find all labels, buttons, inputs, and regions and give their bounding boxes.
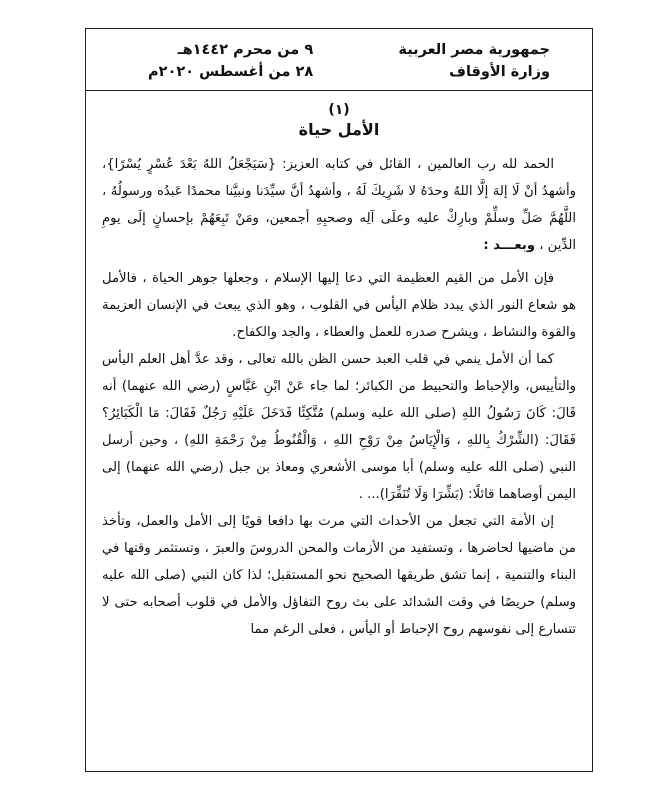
paragraph-opening (102, 151, 576, 259)
sermon-title: الأمل حياة (298, 120, 380, 139)
gregorian-date: ٢٨ من أغسطس ٢٠٢٠م (148, 64, 314, 80)
paragraph: كما أن الأمل ينمي في قلب العبد حسن الظن بالله تعالى ، وقد عدَّ أهل العلم اليأس والتأييس، والإحباط والتحبيط من الكبائر؛ لما جاء عَنْ ابْنِ عَبَّاسٍ (رضي الله عنهما) أنه قَالَ: كَانَ رَسُولُ اللهِ (صلى الله عليه وسلم) مُتَّكِئًا فَدَخَلَ عَلَيْهِ رَجُلٌ فَقَالَ: مَا الْكَبَائِرُ؟ فَقَالَ: (الشِّرْكُ بِاللهِ ، وَالْإِيَاسُ مِنْ رَوْحِ اللهِ ، وَالْقُنُوطُ مِنْ رَحْمَةِ اللهِ) ، وحين أرسل النبي (صلى الله عليه وسلم) أبا موسى الأشعري ومعاذ بن جبل (رضي الله عنهما) إلى اليمن أوصاهما قائلًا: (بَشِّرَا وَلَا تُنَفِّرَا)... . (102, 352, 576, 502)
paragraph-text: الحمد لله رب العالمين ، القائل في كتابه العزيز: {سَيَجْعَلُ اللهُ بَعْدَ عُسْرٍ يُسْرًا}، وأشهدُ أنْ لَا إلهَ إلَّا اللهُ وحدَهُ لا شَرِيكَ لَهُ ، وأشهدُ أنَّ سيِّدَنا ونبيَّنا محمدًا عَبدُه ورسولُهُ ، اللَّهُمَّ صَلِّ وسلِّمْ وبارِكْ عليه وعلَى آلِه وصحبِهِ أجمعين، ومَنْ تَبِعَهُمْ بإحسانٍ إلَى يومِ الدِّين ، (102, 157, 576, 253)
sermon-number: (١) (328, 102, 350, 118)
country-name: جمهورية مصر العربية (398, 42, 550, 58)
paragraph: فإن الأمل من القيم العظيمة التي دعا إليها الإسلام ، وجعلها جوهر الحياة ، فالأمل هو شعاع النور الذي يبدد ظلام اليأس في القلوب ، وهو الذي يبعث في الإنسان العزيمة والقوة والنشاط ، ويشرح صدره للعمل والعطاء ، والجد والكفاح. (102, 271, 576, 340)
issuer-block (398, 39, 550, 83)
ministry-name: وزارة الأوقاف (449, 64, 550, 80)
wa-baad-marker: وبعـــد : (483, 238, 536, 253)
hijri-date: ٩ من محرم ١٤٤٢هـ (177, 42, 314, 58)
sermon-body (86, 91, 592, 771)
paragraph: إن الأمة التي تجعل من الأحداث التي مرت بها دافعا قويًا إلى الأمل والعمل، وتأخذ من ماضيها لحاضرها ، وتستفيد من الأزمات والمحن الدروسَ والعبرَ ، وتستثمر وقتها في البناء والتنمية ، إنما تشق طريقها الصحيح نحو المستقبل؛ لذا كان النبي (صلى الله عليه وسلم) حريصًا في وقت الشدائد على بث روح التفاؤل والأمل في قلوب أصحابه حتى لا تتسارع إلى نفوسهم روح الإحباط أو اليأس ، فعلى الرغم مما (102, 514, 576, 637)
sermon-page (85, 28, 593, 772)
date-block (148, 39, 313, 83)
page-header (86, 29, 592, 91)
